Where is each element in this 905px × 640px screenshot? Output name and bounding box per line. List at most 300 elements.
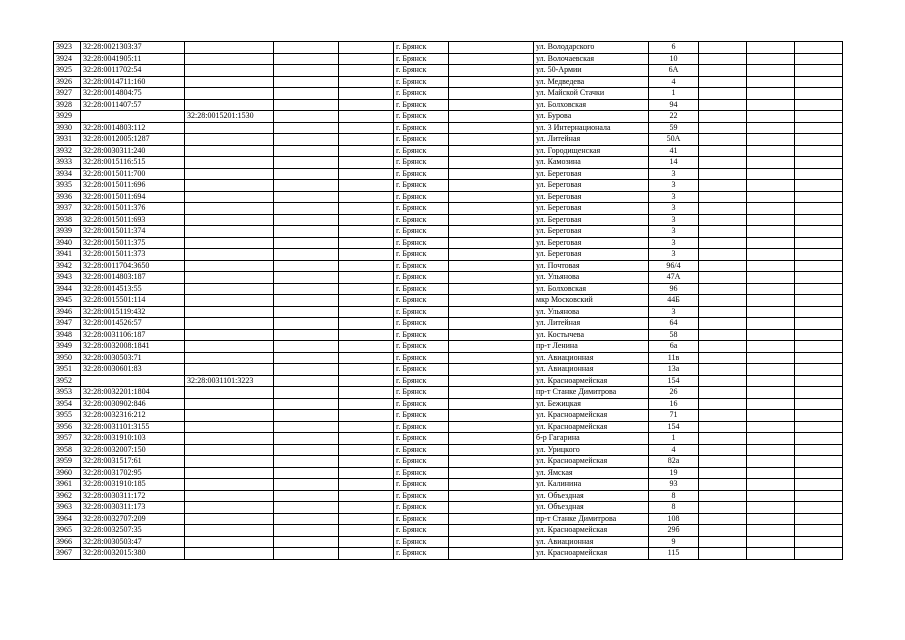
cadastral-number-cell: 32:28:0030503:47: [81, 536, 185, 548]
empty-cell: [795, 295, 843, 307]
empty-cell: [339, 375, 394, 387]
empty-cell: [339, 341, 394, 353]
city-cell: г. Брянск: [394, 191, 449, 203]
house-number-cell: 19: [649, 467, 699, 479]
cadastral-number-cell: 32:28:0021303:37: [81, 42, 185, 54]
cadastral-number-2-cell: [185, 502, 274, 514]
empty-cell: [449, 157, 534, 169]
empty-cell: [795, 318, 843, 330]
empty-cell: [449, 444, 534, 456]
empty-cell: [339, 134, 394, 146]
city-cell: г. Брянск: [394, 444, 449, 456]
empty-cell: [339, 145, 394, 157]
empty-cell: [699, 226, 747, 238]
empty-cell: [274, 214, 339, 226]
empty-cell: [795, 249, 843, 261]
empty-cell: [699, 65, 747, 77]
empty-cell: [795, 375, 843, 387]
row-number-cell: 3930: [54, 122, 81, 134]
empty-cell: [274, 99, 339, 111]
empty-cell: [747, 318, 795, 330]
table-row: [54, 76, 843, 88]
row-number-cell: 3936: [54, 191, 81, 203]
empty-cell: [699, 168, 747, 180]
street-cell: ул. Авиационная: [534, 352, 649, 364]
empty-cell: [339, 548, 394, 560]
cadastral-number-cell: 32:28:0030902:846: [81, 398, 185, 410]
city-cell: г. Брянск: [394, 76, 449, 88]
empty-cell: [274, 203, 339, 215]
street-cell: ул. Майской Стачки: [534, 88, 649, 100]
cadastral-number-2-cell: [185, 168, 274, 180]
empty-cell: [339, 157, 394, 169]
cadastral-number-cell: 32:28:0014526:57: [81, 318, 185, 330]
empty-cell: [795, 145, 843, 157]
empty-cell: [449, 249, 534, 261]
cadastral-number-2-cell: [185, 444, 274, 456]
empty-cell: [747, 203, 795, 215]
street-cell: ул. Береговая: [534, 237, 649, 249]
empty-cell: [747, 456, 795, 468]
city-cell: г. Брянск: [394, 364, 449, 376]
empty-cell: [747, 525, 795, 537]
empty-cell: [274, 375, 339, 387]
empty-cell: [339, 53, 394, 65]
empty-cell: [449, 364, 534, 376]
city-cell: г. Брянск: [394, 157, 449, 169]
empty-cell: [699, 145, 747, 157]
cadastral-number-cell: 32:28:0015011:375: [81, 237, 185, 249]
table-row: [54, 467, 843, 479]
empty-cell: [274, 398, 339, 410]
cadastral-number-2-cell: [185, 134, 274, 146]
empty-cell: [449, 433, 534, 445]
empty-cell: [747, 180, 795, 192]
empty-cell: [747, 513, 795, 525]
empty-cell: [339, 513, 394, 525]
cadastral-number-2-cell: [185, 283, 274, 295]
empty-cell: [274, 111, 339, 123]
empty-cell: [274, 249, 339, 261]
empty-cell: [699, 88, 747, 100]
empty-cell: [274, 329, 339, 341]
city-cell: г. Брянск: [394, 341, 449, 353]
street-cell: ул. Береговая: [534, 168, 649, 180]
empty-cell: [699, 191, 747, 203]
street-cell: ул. Береговая: [534, 214, 649, 226]
empty-cell: [339, 99, 394, 111]
house-number-cell: 94: [649, 99, 699, 111]
empty-cell: [747, 490, 795, 502]
empty-cell: [449, 421, 534, 433]
empty-cell: [339, 398, 394, 410]
empty-cell: [795, 237, 843, 249]
empty-cell: [699, 375, 747, 387]
empty-cell: [339, 421, 394, 433]
row-number-cell: 3955: [54, 410, 81, 422]
empty-cell: [339, 249, 394, 261]
cadastral-number-cell: 32:28:0032015:380: [81, 548, 185, 560]
row-number-cell: 3929: [54, 111, 81, 123]
empty-cell: [747, 387, 795, 399]
house-number-cell: 8: [649, 502, 699, 514]
empty-cell: [274, 272, 339, 284]
street-cell: ул. Ульянова: [534, 306, 649, 318]
empty-cell: [339, 387, 394, 399]
table-row: [54, 42, 843, 54]
table-row: [54, 352, 843, 364]
empty-cell: [699, 479, 747, 491]
table-row: [54, 191, 843, 203]
empty-cell: [274, 134, 339, 146]
cadastral-number-cell: 32:28:0015011:374: [81, 226, 185, 238]
city-cell: г. Брянск: [394, 536, 449, 548]
empty-cell: [747, 42, 795, 54]
table-row: [54, 260, 843, 272]
row-number-cell: 3961: [54, 479, 81, 491]
city-cell: г. Брянск: [394, 237, 449, 249]
empty-cell: [795, 364, 843, 376]
cadastral-number-2-cell: [185, 467, 274, 479]
table-row: [54, 548, 843, 560]
cadastral-number-cell: 32:28:0030311:173: [81, 502, 185, 514]
cadastral-number-2-cell: [185, 260, 274, 272]
empty-cell: [449, 111, 534, 123]
empty-cell: [795, 329, 843, 341]
cadastral-number-cell: 32:28:0032316:212: [81, 410, 185, 422]
row-number-cell: 3948: [54, 329, 81, 341]
row-number-cell: 3943: [54, 272, 81, 284]
empty-cell: [274, 352, 339, 364]
city-cell: г. Брянск: [394, 168, 449, 180]
cadastral-number-2-cell: [185, 88, 274, 100]
cadastral-number-2-cell: [185, 99, 274, 111]
city-cell: г. Брянск: [394, 226, 449, 238]
street-cell: ул. Красноармейская: [534, 456, 649, 468]
street-cell: ул. Береговая: [534, 191, 649, 203]
cadastral-number-2-cell: [185, 433, 274, 445]
empty-cell: [747, 191, 795, 203]
row-number-cell: 3926: [54, 76, 81, 88]
table-row: [54, 525, 843, 537]
house-number-cell: 93: [649, 479, 699, 491]
empty-cell: [339, 122, 394, 134]
city-cell: г. Брянск: [394, 525, 449, 537]
empty-cell: [795, 548, 843, 560]
city-cell: г. Брянск: [394, 145, 449, 157]
empty-cell: [339, 226, 394, 238]
table-row: [54, 99, 843, 111]
city-cell: г. Брянск: [394, 65, 449, 77]
empty-cell: [339, 260, 394, 272]
empty-cell: [339, 502, 394, 514]
empty-cell: [449, 99, 534, 111]
empty-cell: [795, 513, 843, 525]
empty-cell: [747, 88, 795, 100]
cadastral-number-2-cell: [185, 341, 274, 353]
table-row: [54, 421, 843, 433]
empty-cell: [449, 76, 534, 88]
city-cell: г. Брянск: [394, 134, 449, 146]
house-number-cell: 6а: [649, 341, 699, 353]
house-number-cell: 13а: [649, 364, 699, 376]
empty-cell: [795, 157, 843, 169]
empty-cell: [274, 490, 339, 502]
city-cell: г. Брянск: [394, 433, 449, 445]
empty-cell: [339, 444, 394, 456]
empty-cell: [795, 341, 843, 353]
table-row: [54, 490, 843, 502]
city-cell: г. Брянск: [394, 249, 449, 261]
house-number-cell: 71: [649, 410, 699, 422]
city-cell: г. Брянск: [394, 375, 449, 387]
street-cell: ул. Медведева: [534, 76, 649, 88]
cadastral-number-cell: 32:28:0031101:3155: [81, 421, 185, 433]
street-cell: ул. Красноармейская: [534, 421, 649, 433]
empty-cell: [449, 479, 534, 491]
empty-cell: [449, 375, 534, 387]
empty-cell: [339, 490, 394, 502]
empty-cell: [449, 352, 534, 364]
empty-cell: [274, 260, 339, 272]
row-number-cell: 3942: [54, 260, 81, 272]
empty-cell: [699, 260, 747, 272]
empty-cell: [747, 479, 795, 491]
row-number-cell: 3959: [54, 456, 81, 468]
cadastral-number-cell: 32:28:0030503:71: [81, 352, 185, 364]
cadastral-number-cell: 32:28:0014804:75: [81, 88, 185, 100]
cadastral-number-cell: 32:28:0012005:1287: [81, 134, 185, 146]
table-row: [54, 88, 843, 100]
empty-cell: [339, 111, 394, 123]
street-cell: ул. 3 Интернационала: [534, 122, 649, 134]
house-number-cell: 96/4: [649, 260, 699, 272]
empty-cell: [699, 318, 747, 330]
empty-cell: [699, 456, 747, 468]
cadastral-number-cell: 32:28:0015119:432: [81, 306, 185, 318]
table-row: [54, 513, 843, 525]
table-row: [54, 306, 843, 318]
cadastral-number-2-cell: [185, 226, 274, 238]
street-cell: ул. Володарского: [534, 42, 649, 54]
empty-cell: [274, 433, 339, 445]
street-cell: ул. Литейная: [534, 134, 649, 146]
empty-cell: [747, 444, 795, 456]
table-row: [54, 272, 843, 284]
house-number-cell: 154: [649, 375, 699, 387]
house-number-cell: 9: [649, 536, 699, 548]
cadastral-number-cell: 32:28:0032707:209: [81, 513, 185, 525]
cadastral-number-2-cell: [185, 456, 274, 468]
house-number-cell: 3: [649, 237, 699, 249]
empty-cell: [274, 318, 339, 330]
city-cell: г. Брянск: [394, 548, 449, 560]
empty-cell: [747, 272, 795, 284]
empty-cell: [795, 191, 843, 203]
street-cell: ул. Береговая: [534, 203, 649, 215]
street-cell: ул. Авиационная: [534, 536, 649, 548]
table-row: [54, 479, 843, 491]
row-number-cell: 3951: [54, 364, 81, 376]
cadastral-number-cell: 32:28:0031106:187: [81, 329, 185, 341]
empty-cell: [747, 375, 795, 387]
empty-cell: [449, 42, 534, 54]
empty-cell: [274, 444, 339, 456]
table-row: [54, 168, 843, 180]
empty-cell: [747, 410, 795, 422]
street-cell: ул. Калинина: [534, 479, 649, 491]
empty-cell: [274, 283, 339, 295]
empty-cell: [747, 548, 795, 560]
empty-cell: [274, 525, 339, 537]
row-number-cell: 3965: [54, 525, 81, 537]
cadastral-number-cell: 32:28:0014513:55: [81, 283, 185, 295]
cadastral-number-2-cell: [185, 490, 274, 502]
empty-cell: [795, 306, 843, 318]
empty-cell: [795, 410, 843, 422]
empty-cell: [699, 352, 747, 364]
empty-cell: [747, 536, 795, 548]
city-cell: г. Брянск: [394, 88, 449, 100]
street-cell: ул. Авиационная: [534, 364, 649, 376]
empty-cell: [699, 157, 747, 169]
cadastral-number-2-cell: [185, 42, 274, 54]
empty-cell: [795, 122, 843, 134]
house-number-cell: 8: [649, 490, 699, 502]
empty-cell: [699, 111, 747, 123]
city-cell: г. Брянск: [394, 272, 449, 284]
empty-cell: [274, 180, 339, 192]
empty-cell: [699, 421, 747, 433]
cadastral-number-cell: 32:28:0011702:54: [81, 65, 185, 77]
empty-cell: [795, 502, 843, 514]
empty-cell: [339, 306, 394, 318]
city-cell: г. Брянск: [394, 398, 449, 410]
empty-cell: [699, 536, 747, 548]
house-number-cell: 59: [649, 122, 699, 134]
house-number-cell: 82а: [649, 456, 699, 468]
table-row: [54, 157, 843, 169]
empty-cell: [795, 99, 843, 111]
cadastral-number-cell: 32:28:0015011:700: [81, 168, 185, 180]
street-cell: ул. Объездная: [534, 490, 649, 502]
cadastral-number-2-cell: [185, 295, 274, 307]
table-row: [54, 536, 843, 548]
empty-cell: [747, 145, 795, 157]
city-cell: г. Брянск: [394, 122, 449, 134]
row-number-cell: 3954: [54, 398, 81, 410]
empty-cell: [274, 502, 339, 514]
row-number-cell: 3953: [54, 387, 81, 399]
empty-cell: [274, 226, 339, 238]
street-cell: ул. Костычева: [534, 329, 649, 341]
house-number-cell: 22: [649, 111, 699, 123]
cadastral-number-cell: [81, 111, 185, 123]
cadastral-number-cell: 32:28:0014803:187: [81, 272, 185, 284]
house-number-cell: 3: [649, 249, 699, 261]
house-number-cell: 3: [649, 180, 699, 192]
empty-cell: [747, 398, 795, 410]
empty-cell: [339, 237, 394, 249]
house-number-cell: 108: [649, 513, 699, 525]
empty-cell: [274, 387, 339, 399]
empty-cell: [747, 111, 795, 123]
empty-cell: [274, 421, 339, 433]
empty-cell: [274, 191, 339, 203]
street-cell: ул. Камозина: [534, 157, 649, 169]
empty-cell: [339, 65, 394, 77]
empty-cell: [339, 410, 394, 422]
row-number-cell: 3963: [54, 502, 81, 514]
empty-cell: [449, 260, 534, 272]
empty-cell: [339, 295, 394, 307]
cadastral-number-cell: 32:28:0015011:694: [81, 191, 185, 203]
city-cell: г. Брянск: [394, 329, 449, 341]
empty-cell: [449, 536, 534, 548]
cadastral-number-cell: 32:28:0031910:103: [81, 433, 185, 445]
cadastral-number-2-cell: [185, 249, 274, 261]
cadastral-number-cell: 32:28:0032201:1804: [81, 387, 185, 399]
house-number-cell: 4: [649, 76, 699, 88]
empty-cell: [747, 295, 795, 307]
empty-cell: [699, 548, 747, 560]
empty-cell: [274, 306, 339, 318]
table-row: [54, 375, 843, 387]
cadastral-number-cell: 32:28:0014803:112: [81, 122, 185, 134]
row-number-cell: 3934: [54, 168, 81, 180]
empty-cell: [795, 76, 843, 88]
cadastral-number-cell: [81, 375, 185, 387]
cadastral-number-cell: 32:28:0041905:11: [81, 53, 185, 65]
cadastral-number-2-cell: [185, 76, 274, 88]
empty-cell: [274, 410, 339, 422]
row-number-cell: 3939: [54, 226, 81, 238]
empty-cell: [339, 180, 394, 192]
cadastral-number-2-cell: [185, 306, 274, 318]
table-row: [54, 226, 843, 238]
table-row: [54, 214, 843, 226]
row-number-cell: 3941: [54, 249, 81, 261]
house-number-cell: 3: [649, 203, 699, 215]
cadastral-number-cell: 32:28:0011704:3650: [81, 260, 185, 272]
house-number-cell: 3: [649, 214, 699, 226]
house-number-cell: 58: [649, 329, 699, 341]
table-row: [54, 318, 843, 330]
empty-cell: [339, 318, 394, 330]
empty-cell: [747, 306, 795, 318]
empty-cell: [747, 53, 795, 65]
table-row: [54, 122, 843, 134]
empty-cell: [274, 548, 339, 560]
empty-cell: [699, 42, 747, 54]
row-number-cell: 3964: [54, 513, 81, 525]
row-number-cell: 3962: [54, 490, 81, 502]
row-number-cell: 3935: [54, 180, 81, 192]
street-cell: ул. Красноармейская: [534, 548, 649, 560]
empty-cell: [699, 467, 747, 479]
empty-cell: [274, 53, 339, 65]
cadastral-number-cell: 32:28:0015011:696: [81, 180, 185, 192]
street-cell: ул. Урицкого: [534, 444, 649, 456]
cadastral-number-2-cell: [185, 318, 274, 330]
street-cell: ул. Объездная: [534, 502, 649, 514]
row-number-cell: 3960: [54, 467, 81, 479]
empty-cell: [795, 260, 843, 272]
city-cell: г. Брянск: [394, 53, 449, 65]
empty-cell: [449, 283, 534, 295]
empty-cell: [747, 76, 795, 88]
cadastral-number-2-cell: [185, 387, 274, 399]
